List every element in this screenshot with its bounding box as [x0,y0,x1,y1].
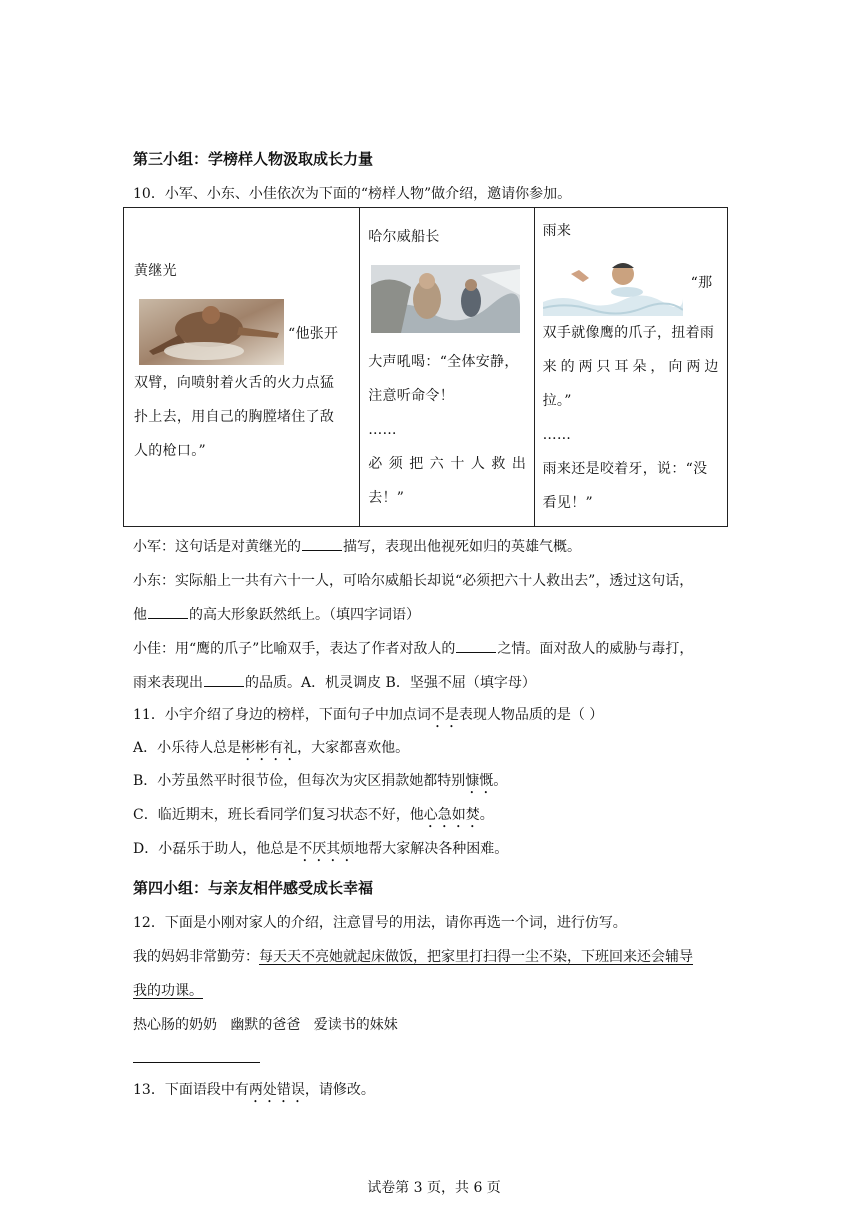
section-4-title: 第四小组：与亲友相伴感受成长幸福 [133,879,374,897]
question-12-example-line-2: 我的功课。 [133,983,203,999]
role-model-table [123,207,728,527]
harvey-text-5: 去！” [368,490,405,506]
option-d[interactable]: D．小磊乐于助人，他总是不厌其烦地帮大家解决各种困难。 [133,841,509,857]
yulai-text-4: 拉。” [542,393,572,409]
option-c[interactable]: C．临近期末，班长看同学们复习状态不好，他心急如焚。 [133,807,494,823]
answer-blank[interactable] [456,640,496,653]
harvey-text-3: …… [368,422,397,438]
name-captain-harvey: 哈尔威船长 [368,229,440,245]
answer-blank[interactable] [302,538,342,551]
huang-jiguang-illustration [139,299,284,365]
harvey-text-1: 大声吼喝：“全体安静， [368,354,519,370]
question-12-example-line-1: 我的妈妈非常勤劳：每天天不亮她就起床做饭，把家里打扫得一尘不染，下班回来还会辅导 [133,949,693,965]
cell-yu-lai [534,208,727,527]
yulai-text-5: …… [542,427,572,443]
xiaodong-line-2: 他 的高大形象跃然纸上。（填四字词语） [133,607,420,623]
harvey-text-4: 必须把六十人救出 [368,456,527,472]
option-a[interactable]: A．小乐待人总是彬彬有礼，大家都喜欢他。 [133,740,410,756]
huang-text-1: “他张开 [288,326,339,342]
answer-blank[interactable] [148,606,188,619]
question-12-word-options: 热心肠的奶奶 幽默的爸爸 爱读书的妹妹 [133,1017,398,1033]
huang-text-2: 双臂，向喷射着火舌的火力点猛 [134,375,335,391]
yulai-text-7: 看见！” [542,495,593,511]
harvey-text-2: 注意听命令！ [368,388,455,404]
yulai-text-1: “那 [690,275,713,291]
huang-text-4: 人的枪口。” [134,443,206,459]
answer-blank[interactable] [204,674,244,687]
section-3-title: 第三小组：学榜样人物汲取成长力量 [133,150,374,168]
question-11-stem: 11．小宇介绍了身边的榜样，下面句子中加点词不是表现人物品质的是（ ） [133,707,604,723]
cell-huang-jiguang [124,208,360,527]
question-13-stem: 13．下面语段中有两处错误，请修改。 [133,1082,375,1098]
huang-text-3: 扑上去，用自己的胸膛堵住了敌 [134,409,335,425]
cell-captain-harvey [360,208,534,527]
xiaodong-line-1: 小东：实际船上一共有六十一人，可哈尔威船长却说“必须把六十人救出去”，透过这句话， [133,573,694,589]
question-12-stem: 12．下面是小刚对家人的介绍，注意冒号的用法，请你再选一个词，进行仿写。 [133,915,627,931]
xiaojia-line-1: 小佳：用“鹰的爪子”比喻双手，表达了作者对敌人的 之情。面对敌人的威胁与毒打， [133,641,694,657]
yu-lai-illustration [543,258,683,316]
question-10-stem: 10．小军、小东、小佳依次为下面的“榜样人物”做介绍，邀请你参加。 [133,186,572,202]
option-b[interactable]: B．小芳虽然平时很节俭，但每次为灾区捐款她都特别慷慨。 [133,773,508,789]
page-footer: 试卷第 3 页，共 6 页 [367,1180,501,1196]
yulai-text-3: 来的两只耳朵，向两边 [542,359,719,375]
yulai-text-2: 双手就像鹰的爪子，扭着雨 [542,325,715,341]
captain-harvey-illustration [371,265,520,333]
xiaojun-line: 小军：这句话是对黄继光的 描写，表现出他视死如归的英雄气概。 [133,539,581,555]
xiaojia-line-2: 雨来表现出 的品质。A．机灵调皮 B．坚强不屈（填字母） [133,675,536,691]
name-huang-jiguang: 黄继光 [134,263,177,279]
yulai-text-6: 雨来还是咬着牙，说：“没 [542,461,708,477]
question-12-answer-line[interactable] [133,1062,260,1063]
name-yu-lai: 雨来 [542,223,572,239]
